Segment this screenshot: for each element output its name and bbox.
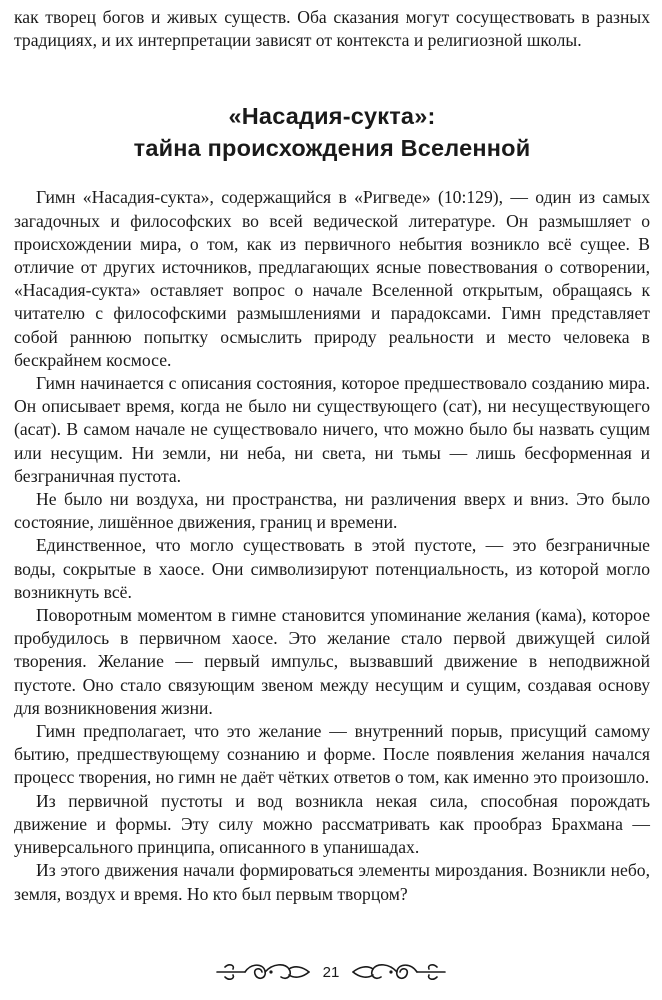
ornament-flourish-icon xyxy=(351,959,447,985)
section-body xyxy=(14,186,650,905)
continuation-paragraph: как творец богов и живых существ. Оба сказания могут сосуществовать в разных традициях, и их интерпретации зависят от контекста и религиозной школы. xyxy=(14,7,650,51)
page-number: 21 xyxy=(322,963,340,981)
paragraph-5: Поворотным моментом в гимне становится упоминание желания (кама), которое пробудилось в первичном хаосе. Это желание стало первой движущей силой творения. Желание — первый импульс, вызвавший движение в неподвижной пустоте. Оно стало связующим звеном между несущим и сущим, создавая основу для возникновения жизни. xyxy=(14,605,650,718)
ornament-flourish-icon xyxy=(215,959,311,985)
section-heading xyxy=(14,100,650,164)
page-footer xyxy=(0,952,662,992)
paragraph-1: Гимн «Насадия-сукта», содержащийся в «Ригведе» (10:129), — один из самых загадочных и философских во всей ведической литературе. Он размышляет о происхождении мира, о том, как из первичного небытия возникло всё сущее. В отличие от других источников, предлагающих ясные повествования о сотворении, «Насадия-сукта» оставляет вопрос о начале Вселенной открытым, обращаясь к читателю с философскими размышлениями и парадоксами. Гимн представляет собой раннюю попытку осмыслить природу реальности и место человека в бескрайнем космосе. xyxy=(14,187,650,370)
section-heading-line-2: тайна происхождения Вселенной xyxy=(133,135,531,162)
paragraph-6: Гимн предполагает, что это желание — внутренний порыв, присущий самому бытию, предшествующему сознанию и форме. После появления желания начался процесс творения, но гимн не даёт чётких ответов о том, как именно это произошло. xyxy=(14,721,650,788)
paragraph-8: Из этого движения начали формироваться элементы мироздания. Возникли небо, земля, воздух и время. Но кто был первым творцом? xyxy=(14,860,650,904)
paragraph-7: Из первичной пустоты и вод возникла некая сила, способная порождать движение и формы. Эту силу можно рассматривать как прообраз Брахмана — универсального принципа, описанного в упанишадах. xyxy=(14,790,650,858)
book-page xyxy=(14,6,650,906)
paragraph-3: Не было ни воздуха, ни пространства, ни различения вверх и вниз. Это было состояние, лишённое движения, границ и времени. xyxy=(14,489,650,533)
paragraph-4: Единственное, что могло существовать в этой пустоте, — это безграничные воды, сокрытые в хаосе. Они символизируют потенциальность, из которой могло возникнуть всё. xyxy=(14,535,650,602)
paragraph-2: Гимн начинается с описания состояния, которое предшествовало созданию мира. Он описывает время, когда не было ни существующего (сат), ни несуществующего (асат). В самом начале не существовало ничего, что можно было бы назвать сущим или несущим. Ни земли, ни неба, ни света, ни тьмы — лишь бесформенная и безграничная пустота. xyxy=(14,373,650,486)
section-heading-line-1: «Насадия-сукта»: xyxy=(228,103,436,130)
